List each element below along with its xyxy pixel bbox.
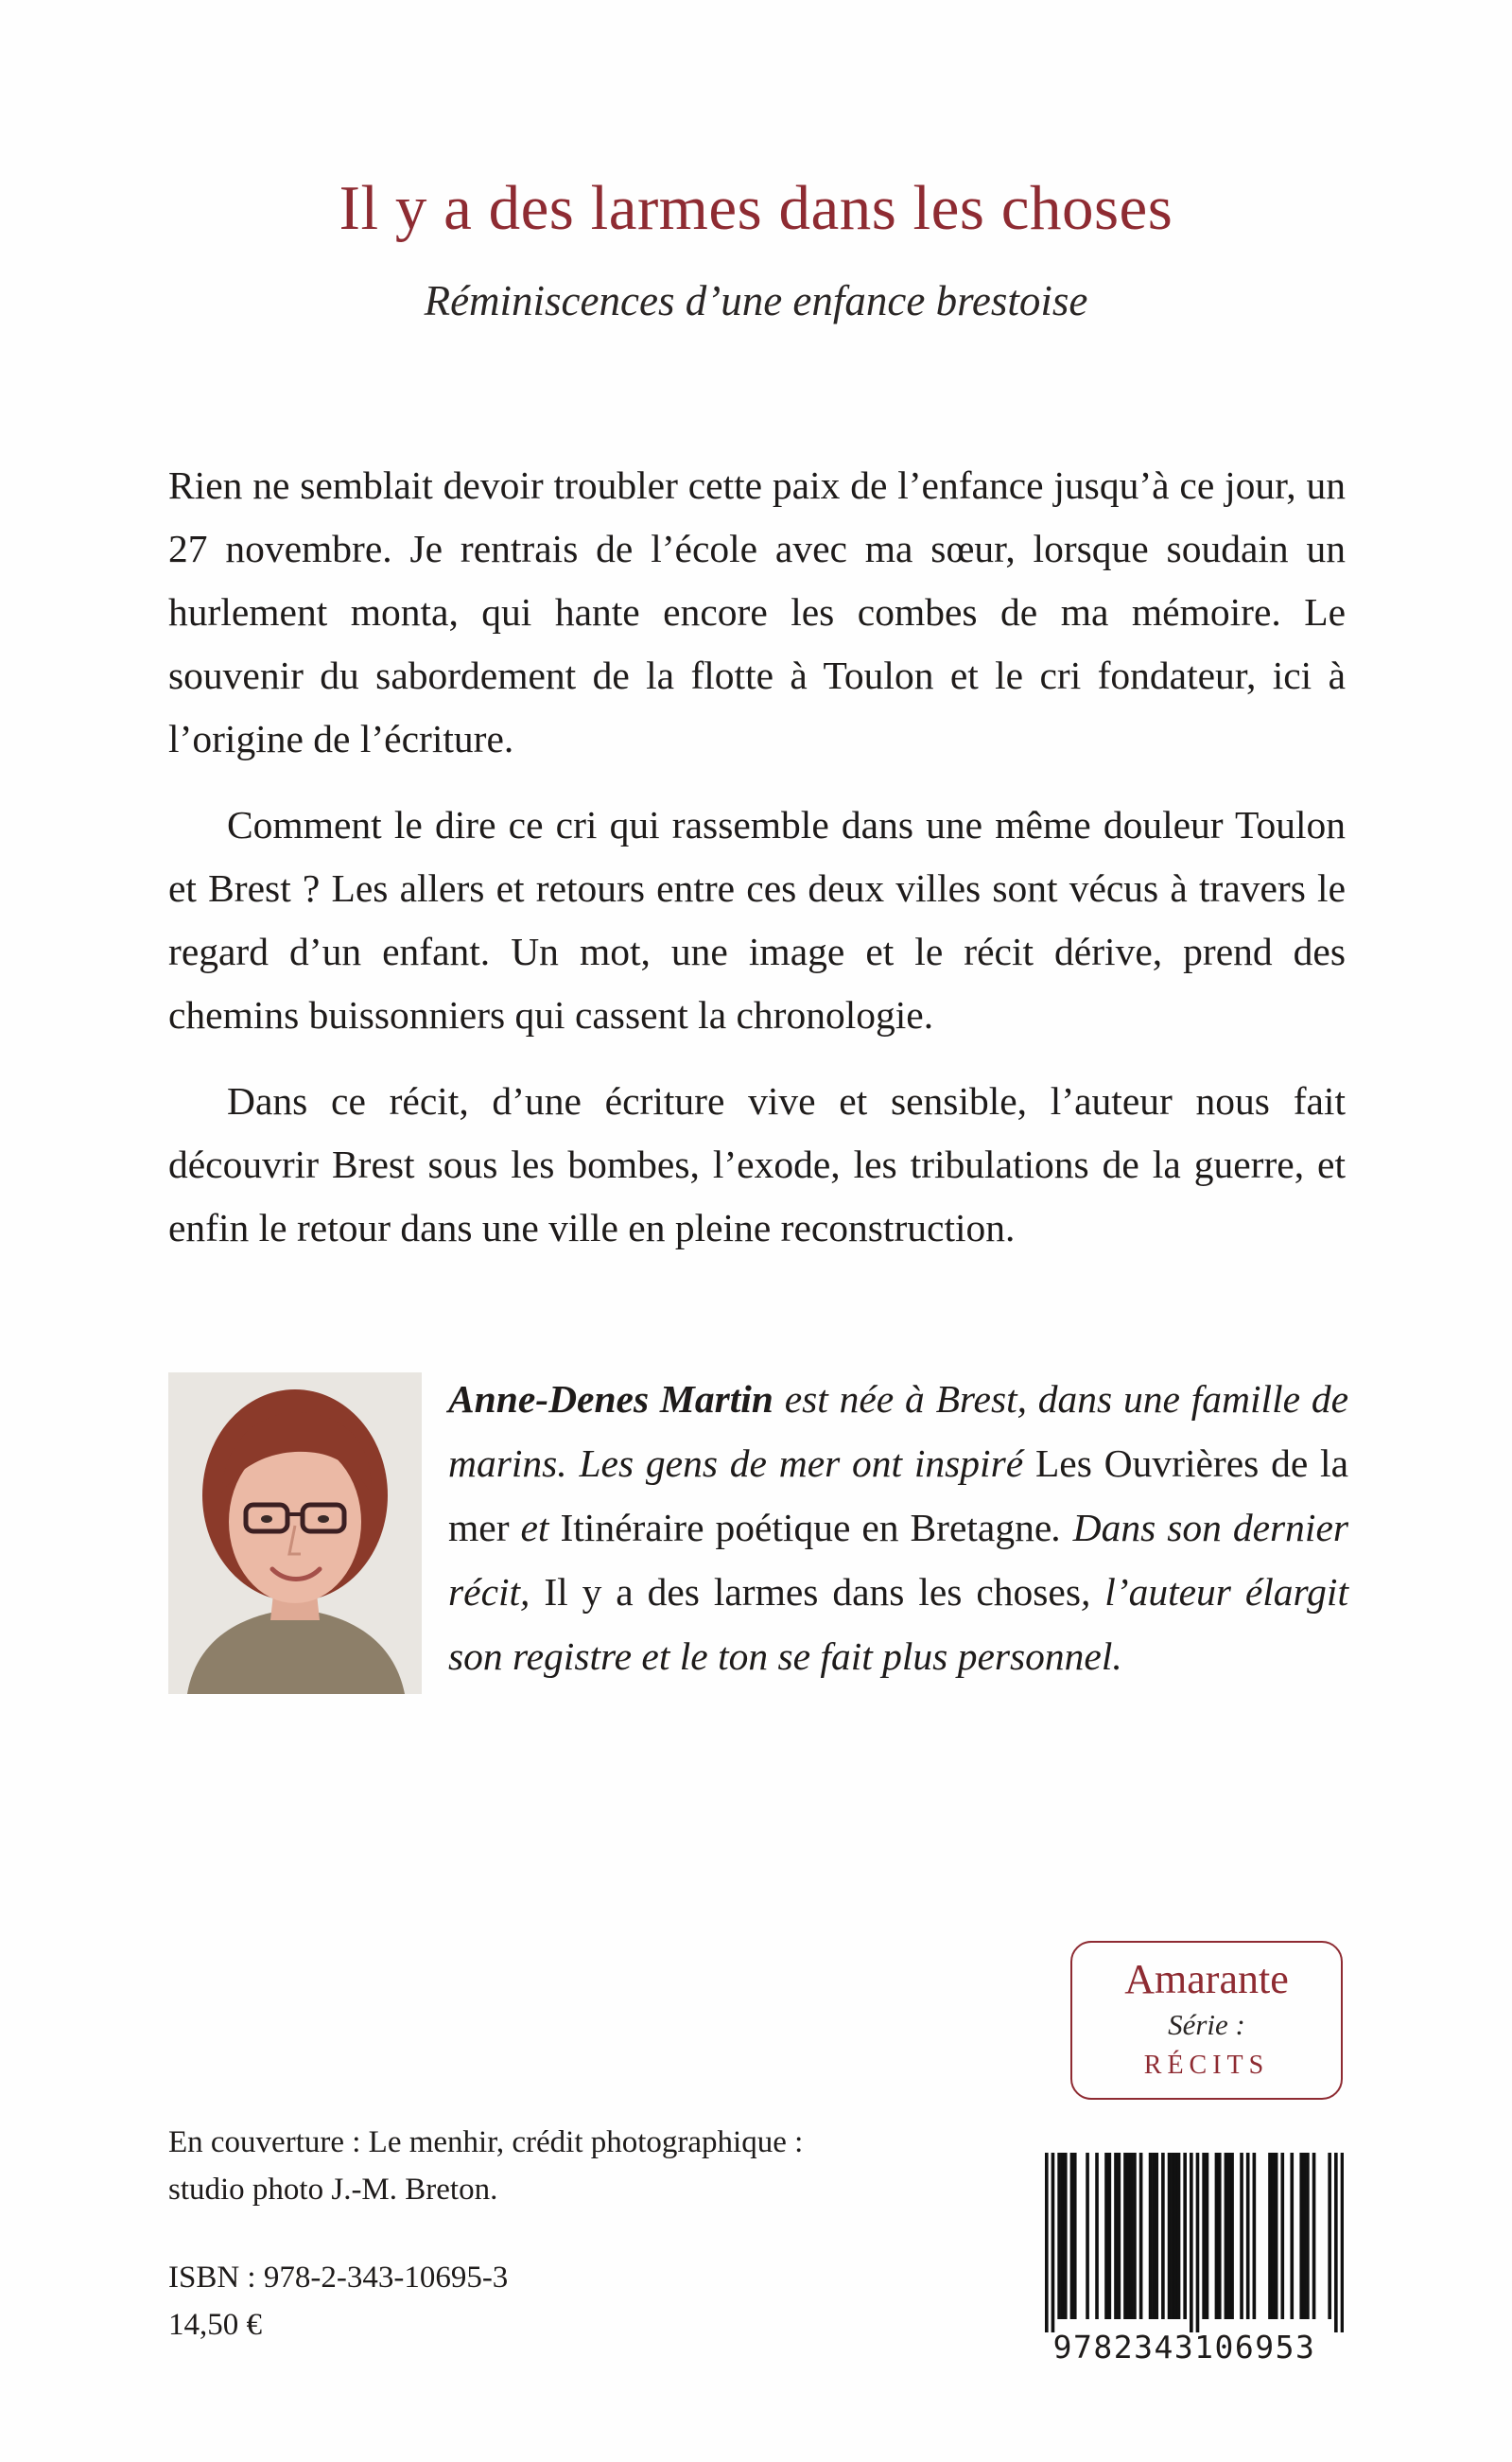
barcode-bar (1334, 2153, 1338, 2332)
barcode-bar (1225, 2153, 1228, 2319)
barcode-bar (1275, 2153, 1278, 2319)
barcode-bar (1215, 2153, 1219, 2319)
barcode-bar (1057, 2153, 1061, 2319)
collection-name: RÉCITS (1143, 2051, 1270, 2080)
cover-credit (168, 2119, 925, 2213)
barcode-bar (1130, 2153, 1134, 2319)
barcode-bar (1299, 2153, 1303, 2319)
barcode-bar (1064, 2153, 1068, 2319)
barcode-bar (1312, 2153, 1316, 2319)
barcode-bar (1268, 2153, 1272, 2319)
isbn-price (168, 2254, 736, 2349)
barcode-bar (1118, 2153, 1121, 2319)
barcode-bar (1290, 2153, 1294, 2319)
barcode-bar (1246, 2153, 1250, 2319)
barcode-bar (1177, 2153, 1181, 2319)
cover-credit-line-2: studio photo J.-M. Breton. (168, 2173, 498, 2207)
barcode-bar (1161, 2153, 1165, 2319)
bio-text-2: et (509, 1506, 561, 1549)
barcode-bar (1190, 2153, 1193, 2332)
barcode-bar (1280, 2153, 1284, 2319)
barcode-bar (1206, 2153, 1209, 2319)
barcode-number: 9782343106953 (1052, 2329, 1316, 2366)
barcode-bar (1196, 2153, 1200, 2332)
bio-work-3: Il y a des larmes dans les choses (544, 1570, 1081, 1614)
book-title: Il y a des larmes dans les choses (339, 173, 1173, 243)
barcode-bar (1306, 2153, 1310, 2319)
barcode-bar (1171, 2153, 1174, 2319)
barcode-bar (1108, 2153, 1112, 2319)
book-subtitle: Réminiscences d’une enfance brestoise (424, 277, 1088, 324)
barcode-bar (1168, 2153, 1172, 2319)
barcode-bar (1173, 2153, 1177, 2319)
barcode-bar (1070, 2153, 1074, 2319)
blurb (168, 454, 1346, 1283)
blurb-paragraph-2: Comment le dire ce cri qui rassemble dans une même douleur Toulon et Brest ? Les allers et retours entre ces deux villes sont vécus à travers le regard d’un enfant. Un mot, une image et le récit dérive, prend des chemins buissonniers qui cassent la chronologie. (168, 803, 1346, 1037)
barcode-bar (1218, 2153, 1222, 2319)
bio-text-1: est née à Brest, dans une famille de marins. Les gens de mer ont inspiré (448, 1377, 1348, 1485)
author-name: Anne-Denes Martin (448, 1377, 773, 1421)
barcode-bar (1086, 2153, 1089, 2319)
barcode-bar (1073, 2153, 1077, 2319)
author-photo (168, 1372, 422, 1694)
blurb-paragraph-1: Rien ne semblait devoir troubler cette paix de l’enfance jusqu’à ce jour, un 27 novembre. Je rentrais de l’école avec ma sœur, lorsque soudain un hurlement monta, qui hante encore les combes de ma mémoire. Le souvenir du sabordement de la flotte à Toulon et le cri fondateur, ici à l’origine de l’écriture. (168, 463, 1346, 760)
barcode-bar (1230, 2153, 1234, 2319)
price: 14,50 € (168, 2308, 262, 2342)
barcode-bar (1149, 2153, 1153, 2319)
barcode-bar (1133, 2153, 1137, 2319)
blurb-paragraph-3: Dans ce récit, d’une écriture vive et sensible, l’auteur nous fait découvrir Brest sous les bombes, l’exode, les tribulations de la guerre, et enfin le retour dans une ville en pleine reconstruction. (168, 1079, 1346, 1249)
barcode-bar (1303, 2153, 1307, 2319)
publisher-badge (1070, 1941, 1343, 2100)
barcode-bar (1202, 2153, 1206, 2319)
barcode-bar (1155, 2153, 1158, 2319)
bio-work-1: Les Ouvrières de la mer (448, 1441, 1348, 1549)
cover-credit-line-1: En couverture : Le menhir, crédit photographique : (168, 2125, 804, 2159)
bio-text-3: . Dans son dernier récit, (448, 1506, 1349, 1614)
barcode-bar (1126, 2153, 1130, 2319)
isbn: ISBN : 978-2-343-10695-3 (168, 2261, 509, 2295)
barcode-bar (1253, 2153, 1257, 2319)
barcode (1045, 2153, 1344, 2332)
author-bio (448, 1367, 1348, 1688)
barcode-bar (1183, 2153, 1187, 2319)
barcode-bar (1045, 2153, 1049, 2332)
barcode-bar (1328, 2153, 1331, 2319)
barcode-bar (1061, 2153, 1065, 2319)
barcode-bar (1139, 2153, 1143, 2319)
barcode-bar (1152, 2153, 1156, 2319)
publisher-name: Amarante (1124, 1956, 1289, 2002)
barcode-bar (1271, 2153, 1275, 2319)
barcode-bar (1095, 2153, 1099, 2319)
bio-work-2: Itinéraire poétique en Bretagne (560, 1506, 1052, 1549)
barcode-bar (1341, 2153, 1344, 2332)
barcode-bar (1227, 2153, 1231, 2319)
barcode-bar (1240, 2153, 1243, 2319)
barcode-bar (1114, 2153, 1118, 2319)
barcode-bar (1123, 2153, 1127, 2319)
barcode-bar (1104, 2153, 1108, 2319)
bio-text-4: , l’auteur élargit son registre et le ton se fait plus personnel. (448, 1570, 1348, 1678)
series-label: Série : (1168, 2008, 1245, 2041)
barcode-bar (1051, 2153, 1055, 2332)
